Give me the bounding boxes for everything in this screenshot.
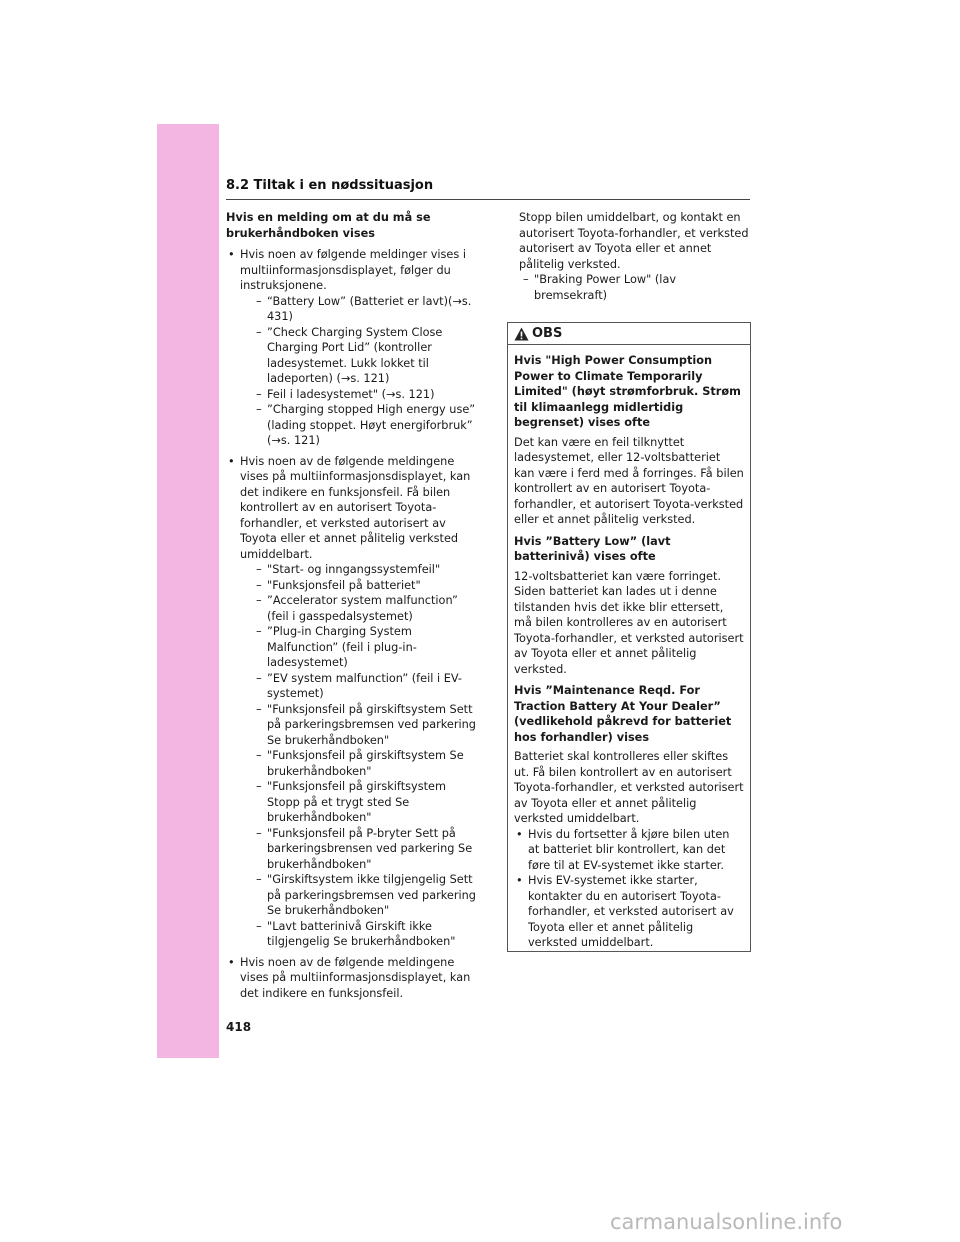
list-item: – "Girskiftsystem ikke tilgjengelig Sett på parkeringsbremsen ved parkering Se brukerhåndboken" — [240, 872, 476, 919]
obs-heading-2: Hvis ”Battery Low” (lavt batterinivå) vises ofte — [514, 534, 671, 563]
list-item: – “Battery Low” (Batteriet er lavt)(→s. 431) — [240, 294, 476, 325]
list-item: – ”EV system malfunction” (feil i EV-systemet) — [240, 671, 476, 702]
list-item: – "Funksjonsfeil på P-bryter Sett på barkeringsbrensen ved parkering Se brukerhåndboken" — [240, 826, 476, 873]
list-item: – "Start- og inngangssystemfeil" — [240, 562, 476, 578]
bullet-2 — [226, 454, 476, 950]
list-item: – Feil i ladesystemet" (→s. 121) — [240, 387, 476, 403]
list-item: – "Funksjonsfeil på girskiftsystem Stopp på et trygt sted Se brukerhåndboken" — [240, 779, 476, 826]
list-item: – "Funksjonsfeil på girskiftsystem Sett på parkeringsbremsen ved parkering Se brukerhåndboken" — [240, 702, 476, 749]
obs-paragraph-3: Batteriet skal kontrolleres eller skiftes ut. Få bilen kontrollert av en autorisert Toyota-forhandler, et verksted autorisert av Toyota eller et annet pålitelig verksted umiddelbart. — [514, 750, 744, 825]
side-color-band — [157, 124, 219, 1058]
obs-heading-3: Hvis ”Maintenance Reqd. For Traction Battery At Your Dealer” (vedlikehold påkrevd for batteriet hos forhandler) vises — [514, 684, 732, 744]
list-item: – "Funksjonsfeil på girskiftsystem Se brukerhåndboken" — [240, 748, 476, 779]
right-column — [507, 210, 751, 303]
left-column — [226, 210, 476, 1006]
obs-title-bar — [508, 323, 750, 345]
obs-bullet-2: • Hvis EV-systemet ikke starter, kontakter du en autorisert Toyota-forhandler, et verksted autorisert av Toyota eller et annet pålitelig verksted umiddelbart. — [514, 873, 744, 951]
bullet-2-text: • Hvis noen av de følgende meldingene vises på multiinformasjonsdisplayet, kan det indikere en funksjonsfeil. Få bilen kontrollert av en autorisert Toyota-forhandler, et verksted autorisert av Toyota eller et annet pålitelig verksted umiddelbart. — [240, 454, 471, 561]
obs-title: OBS — [532, 326, 563, 341]
right-continuation: Stopp bilen umiddelbart, og kontakt en autorisert Toyota-forhandler, et verksted autorisert av Toyota eller et annet pålitelig verksted. — [519, 211, 749, 271]
page-number: 418 — [226, 1020, 252, 1034]
header-rule — [226, 199, 750, 200]
list-item: – "Braking Power Low" (lav bremsekraft) — [507, 272, 751, 303]
list-item: – ”Check Charging System Close Charging Port Lid” (kontroller ladesystemet. Lukk lokket til ladeporten) (→s. 121) — [240, 325, 476, 387]
list-item: – ”Plug-in Charging System Malfunction” (feil i plug-in-ladesystemet) — [240, 624, 476, 671]
obs-heading-1: Hvis "High Power Consumption Power to Climate Temporarily Limited" (høyt strømforbruk. Strøm til klimaanlegg midlertidig begrenset) vises ofte — [514, 354, 741, 429]
obs-bullet-1: • Hvis du fortsetter å kjøre bilen uten at batteriet blir kontrollert, kan det føre til at EV-systemet ikke starter. — [514, 827, 744, 874]
obs-body — [508, 345, 750, 951]
list-item: – ”Charging stopped High energy use” (lading stoppet. Høyt energiforbruk” (→s. 121) — [240, 402, 476, 449]
bullet-3-text: • Hvis noen av de følgende meldingene vises på multiinformasjonsdisplayet, kan det indikere en funksjonsfeil. — [240, 955, 471, 1000]
section-title: 8.2 Tiltak i en nødssituasjon — [226, 178, 434, 193]
bullet-1-text: • Hvis noen av følgende meldinger vises i multiinformasjonsdisplayet, følger du instruksjonene. — [240, 248, 466, 292]
list-item: – "Lavt batterinivå Girskift ikke tilgjengelig Se brukerhåndboken" — [240, 919, 476, 950]
bullet-3 — [226, 955, 476, 1002]
obs-paragraph-1: Det kan være en feil tilknyttet ladesystemet, eller 12-voltsbatteriet kan være i ferd med å forringes. Få bilen kontrollert av en autorisert Toyota-forhandler, et autorisert Toyota-verksted eller et annet pålitelig verksted. — [514, 435, 744, 526]
obs-caution-box — [507, 322, 751, 952]
obs-paragraph-2: 12-voltsbatteriet kan være forringet. Siden batteriet kan lades ut i denne tilstanden hvis det ikke blir ettersett, må bilen kontrolleres av en autorisert Toyota-forhandler, et verksted autorisert av Toyota eller et annet pålitelig verksted. — [514, 569, 744, 676]
watermark: carmanualsonline.info — [610, 1210, 843, 1234]
bullet-1 — [226, 247, 476, 449]
list-item: – ”Accelerator system malfunction” (feil i gasspedalsystemet) — [240, 593, 476, 624]
list-item: – "Funksjonsfeil på batteriet" — [240, 578, 476, 594]
warning-triangle-icon — [514, 327, 529, 341]
left-heading: Hvis en melding om at du må se brukerhåndboken vises — [226, 211, 431, 240]
